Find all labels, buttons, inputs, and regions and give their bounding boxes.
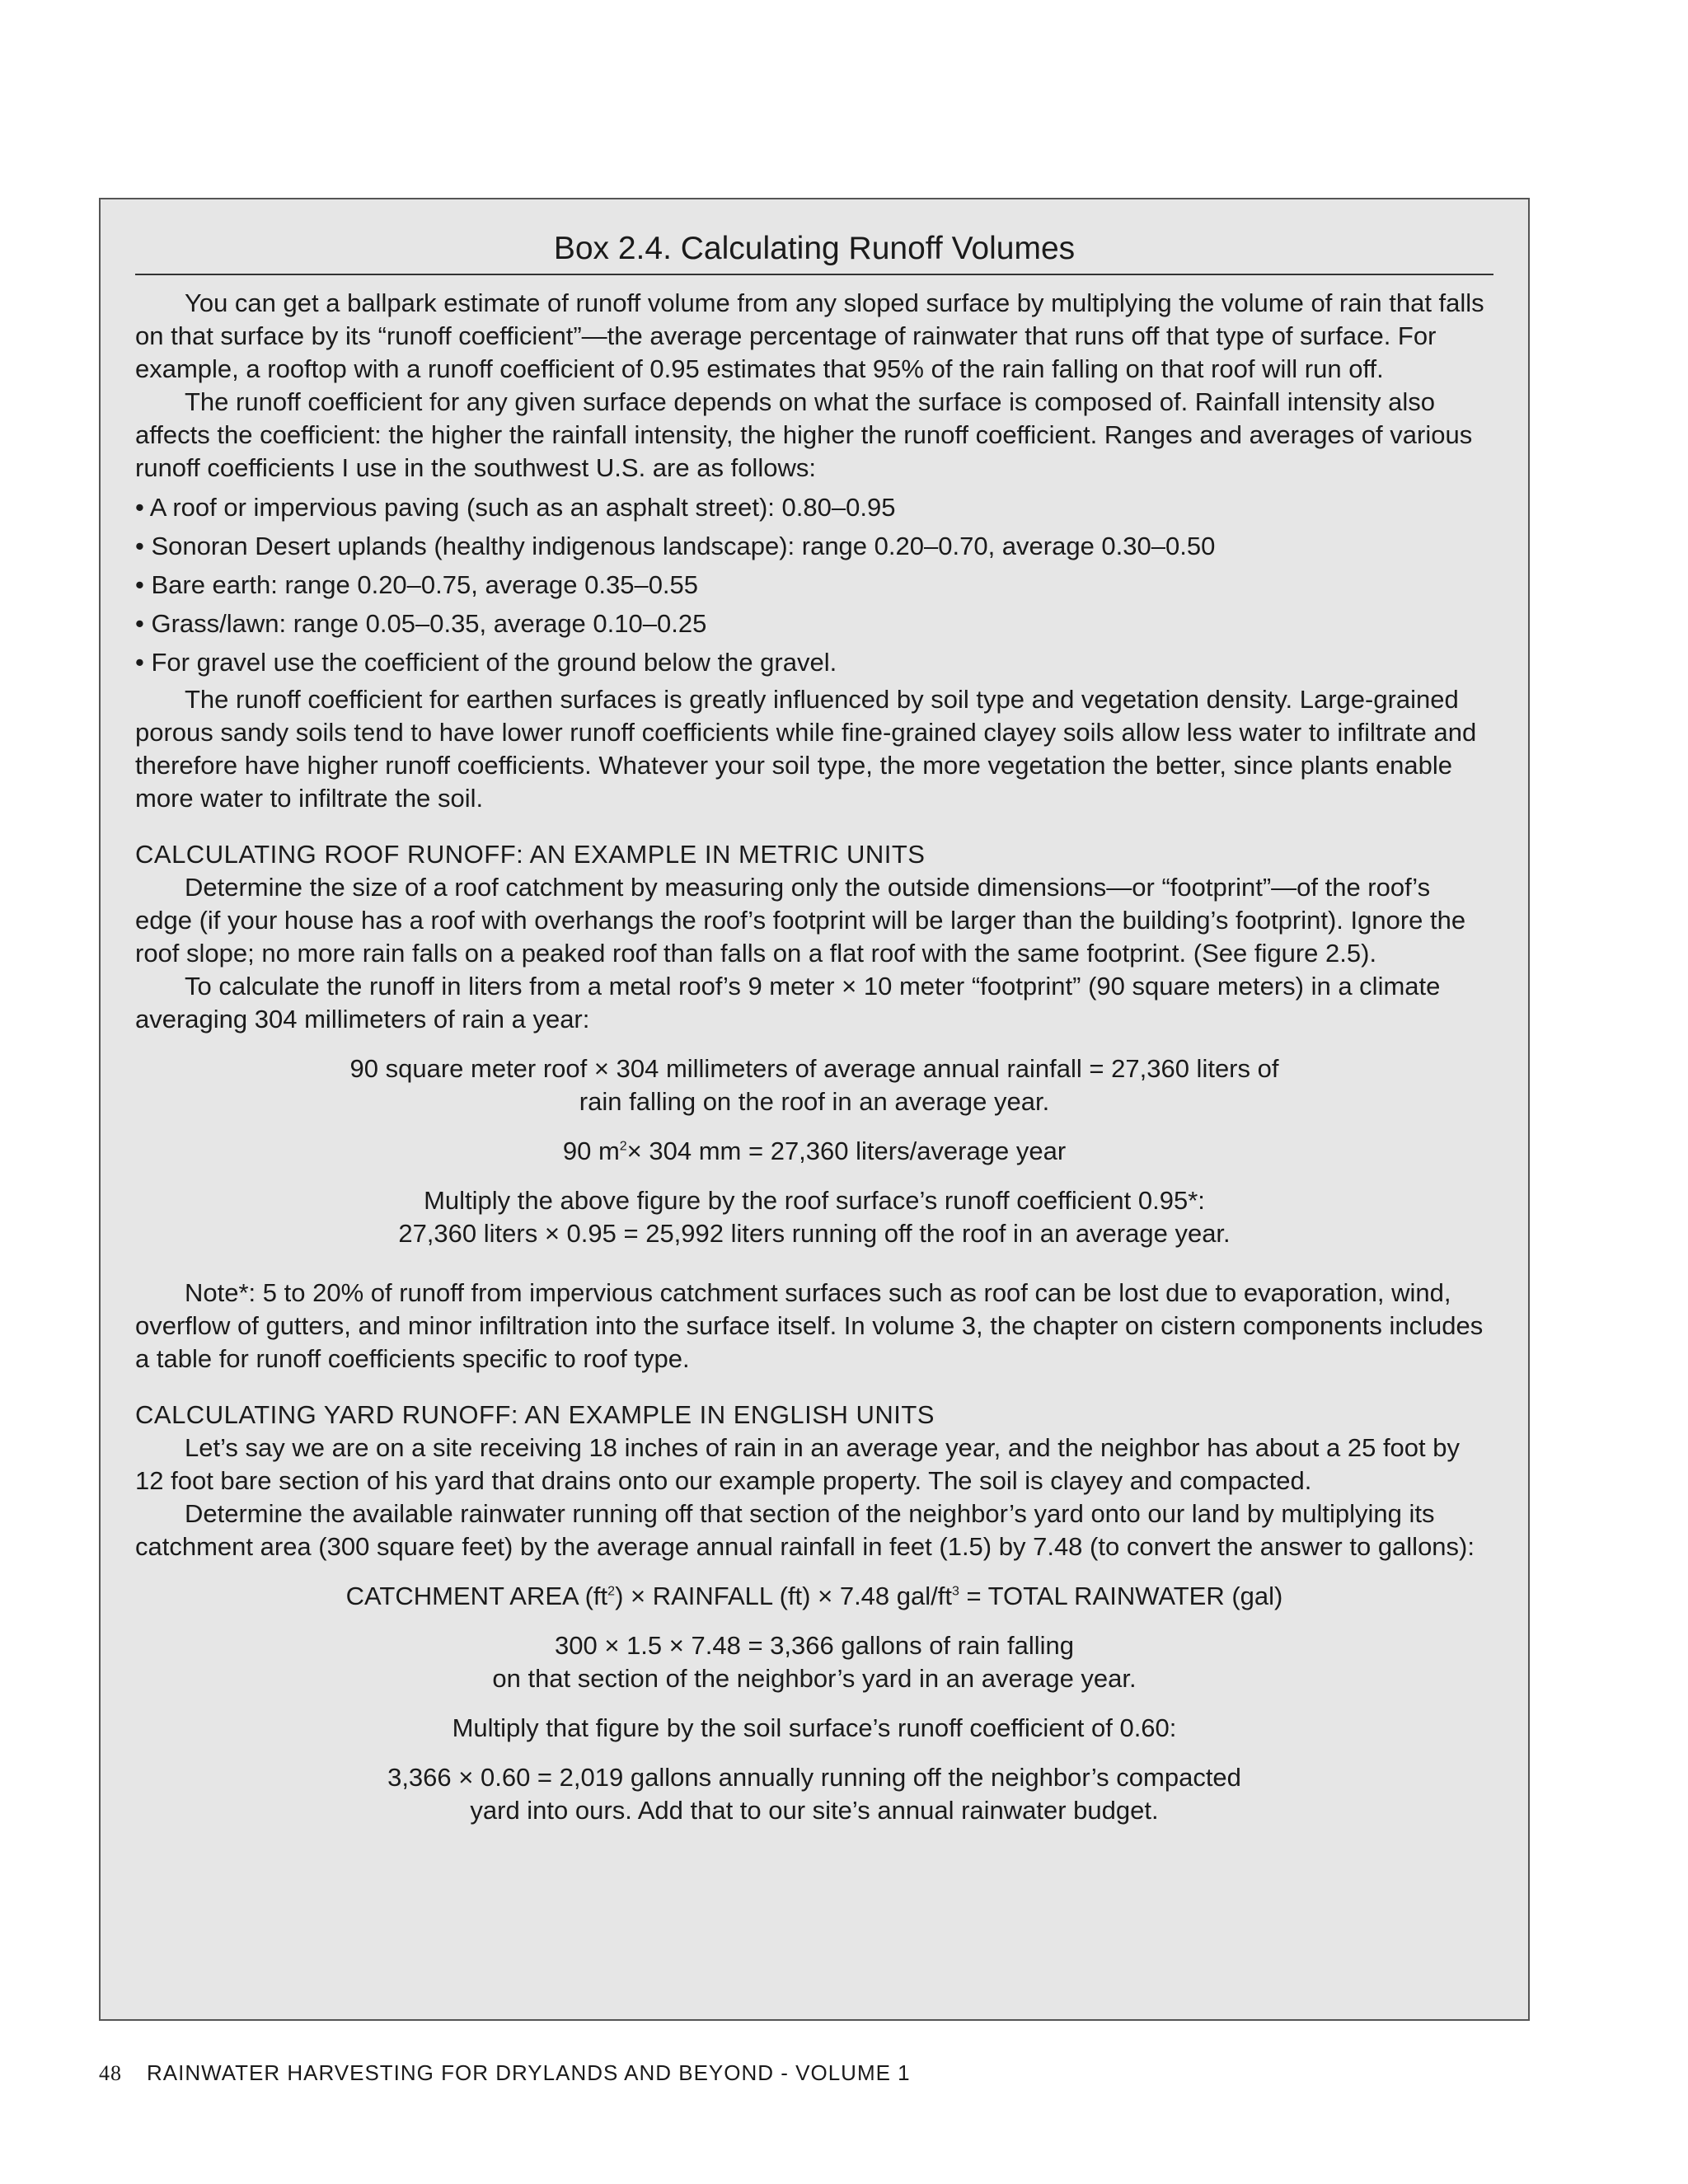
roof-calculation-2	[135, 1135, 1493, 1168]
list-item: • A roof or impervious paving (such as an asphalt street): 0.80–0.95	[135, 493, 896, 522]
roof-section-heading: CALCULATING ROOF RUNOFF: AN EXAMPLE IN METRIC UNITS	[135, 840, 926, 869]
yard-formula-part-b: ) × RAINFALL (ft) × 7.48 gal/ft	[615, 1582, 952, 1610]
roof-calc2-exponent: 2	[619, 1139, 627, 1154]
yard-paragraph-1: Let’s say we are on a site receiving 18 inches of rain in an average year, and the neighbor has about a 25 foot by 12 foot bare section of his yard that drains onto our example property. The soil is clayey and compacted.	[135, 1433, 1461, 1495]
roof-paragraph-1: Determine the size of a roof catchment by measuring only the outside dimensions—or “footprint”—of the roof’s edge (if your house has a roof with overhangs the roof’s footprint will be larger than the building’s footprint). Ignore the roof slope; no more rain falls on a peaked roof than falls on a flat roof with the same footprint. (See figure 2.5).	[135, 873, 1466, 968]
roof-note: Note*: 5 to 20% of runoff from impervious catchment surfaces such as roof can be lost due to evaporation, wind, overflow of gutters, and minor infiltration into the surface itself. In volume 3, the chapter on cistern components includes a table for runoff coefficients specific to roof type.	[135, 1278, 1484, 1373]
yard-calc1-line1: 300 × 1.5 × 7.48 = 3,366 gallons of rain falling	[555, 1631, 1074, 1660]
intro-paragraph-3: The runoff coefficient for earthen surfaces is greatly influenced by soil type and vegetation density. Large-grained porous sandy soils tend to have lower runoff coefficients while fine-grained clayey soils allow less water to infiltrate and therefore have higher runoff coefficients. Whatever your soil type, the more vegetation the better, since plants enable more water to infiltrate the soil.	[135, 685, 1477, 813]
page-footer	[99, 2060, 911, 2086]
list-item: • Bare earth: range 0.20–0.75, average 0.35–0.55	[135, 570, 699, 599]
yard-calculation-3	[135, 1761, 1493, 1827]
yard-paragraph-2: Determine the available rainwater running off that section of the neighbor’s yard onto our land by multiplying its catchment area (300 square feet) by the average annual rainfall in feet (1.5) by 7.48 (to convert the answer to gallons):	[135, 1499, 1475, 1561]
list-item: • Grass/lawn: range 0.05–0.35, average 0.10–0.25	[135, 609, 707, 638]
yard-calculation-1	[135, 1629, 1493, 1695]
roof-calculation-3	[135, 1184, 1493, 1250]
yard-calc3-line1: 3,366 × 0.60 = 2,019 gallons annually running off the neighbor’s compacted	[387, 1763, 1241, 1792]
list-item: • For gravel use the coefficient of the ground below the gravel.	[135, 648, 837, 677]
roof-calculation-1	[135, 1052, 1493, 1118]
yard-calc1-line2: on that section of the neighbor’s yard in an average year.	[492, 1664, 1137, 1693]
yard-section-heading: CALCULATING YARD RUNOFF: AN EXAMPLE IN ENGLISH UNITS	[135, 1400, 935, 1429]
intro-paragraph-1: You can get a ballpark estimate of runoff volume from any sloped surface by multiplying the volume of rain that falls on that surface by its “runoff coefficient”—the average percentage of rainwater that runs off that type of surface. For example, a rooftop with a runoff coefficient of 0.95 estimates that 95% of the rain falling on that roof will run off.	[135, 288, 1484, 383]
roof-paragraph-2: To calculate the runoff in liters from a metal roof’s 9 meter × 10 meter “footprint” (90 square meters) in a climate averaging 304 millimeters of rain a year:	[135, 972, 1441, 1033]
roof-calc1-line2: rain falling on the roof in an average year.	[579, 1087, 1050, 1116]
page-number: 48	[99, 2061, 122, 2085]
roof-calc1-line1: 90 square meter roof × 304 millimeters of average annual rainfall = 27,360 liters of	[349, 1054, 1279, 1083]
runoff-coefficient-list	[135, 488, 1493, 682]
roof-calc2-pre: 90 m	[562, 1137, 620, 1165]
running-title: RAINWATER HARVESTING FOR DRYLANDS AND BEYOND - VOLUME 1	[147, 2060, 911, 2085]
roof-calc2-post: × 304 mm = 27,360 liters/average year	[626, 1137, 1067, 1165]
intro-paragraph-2: The runoff coefficient for any given surface depends on what the surface is composed of. Rainfall intensity also affects the coefficient: the higher the rainfall intensity, the higher the runoff coefficient. Ranges and averages of various runoff coefficients I use in the southwest U.S. are as follows:	[135, 387, 1473, 482]
yard-formula-part-c: = TOTAL RAINWATER (gal)	[959, 1582, 1283, 1610]
yard-formula-part-a: CATCHMENT AREA (ft	[345, 1582, 608, 1610]
yard-calc3-line2: yard into ours. Add that to our site’s annual rainwater budget.	[470, 1796, 1159, 1825]
box-title: Box 2.4. Calculating Runoff Volumes	[135, 226, 1493, 275]
yard-formula-exponent-3: 3	[951, 1584, 959, 1599]
yard-calculation-2: Multiply that figure by the soil surface’s runoff coefficient of 0.60:	[452, 1713, 1177, 1742]
roof-calc3-line2: 27,360 liters × 0.95 = 25,992 liters running off the roof in an average year.	[398, 1219, 1231, 1248]
yard-formula-exponent-2: 2	[607, 1584, 616, 1599]
yard-formula	[135, 1580, 1493, 1613]
list-item: • Sonoran Desert uplands (healthy indigenous landscape): range 0.20–0.70, average 0.30–0.50	[135, 532, 1216, 560]
roof-calc3-line1: Multiply the above figure by the roof surface’s runoff coefficient 0.95*:	[424, 1186, 1205, 1215]
sidebar-box	[99, 198, 1530, 2021]
